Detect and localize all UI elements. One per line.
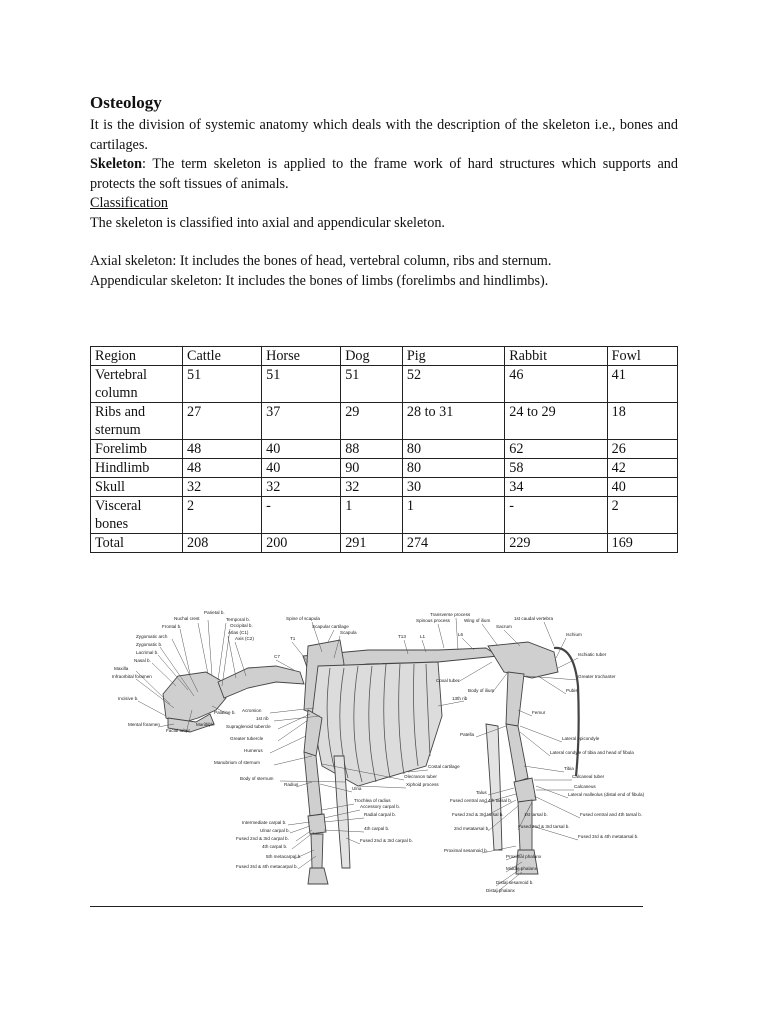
figure-label-frontal: Frontal b. — [162, 624, 182, 629]
table-header-cell: Fowl — [607, 347, 677, 366]
axial-text: Axial skeleton: It includes the bones of head, vertebral column, ribs and sternum. — [90, 253, 552, 269]
appendicular-text: Appendicular skeleton: It includes the bones of limbs (forelimbs and hindlimbs). — [90, 272, 549, 289]
label-leader-line — [544, 622, 554, 646]
value-cell: 34 — [505, 478, 607, 497]
figure-label-zygomatic-arch: Zygomatic arch — [136, 634, 168, 639]
value-cell: 27 — [183, 403, 262, 440]
figure-label-greater-tubercle: Greater tubercle — [230, 736, 264, 741]
figure-label-olecranon: Olecranon tuber — [404, 774, 437, 779]
skeleton-paragraph — [90, 155, 678, 194]
label-leader-line — [180, 629, 190, 674]
label-leader-line — [536, 786, 568, 798]
figure-label-fused-3-4-metatarsal: Fused 3rd & 4th metatarsal b. — [578, 834, 639, 839]
value-cell: 32 — [341, 478, 403, 497]
figure-label-spine-scapula: Spine of scapula — [286, 616, 320, 621]
figure-label-proximal-sesamoid: Proximal sesamoid b. — [444, 848, 488, 853]
label-leader-line — [520, 726, 562, 742]
figure-label-pubis: Pubis — [566, 688, 578, 693]
figure-label-greater-trochanter: Greater trochanter — [578, 674, 616, 679]
value-cell: 80 — [402, 459, 504, 478]
value-cell: 51 — [262, 366, 341, 403]
skull-shape — [163, 672, 226, 724]
figure-label-radial-carpal: Radial carpal b. — [364, 812, 396, 817]
value-cell: 30 — [402, 478, 504, 497]
value-cell: 32 — [183, 478, 262, 497]
figure-label-nasal: Nasal b. — [134, 658, 151, 663]
figure-label-t13: T13 — [398, 634, 406, 639]
label-leader-line — [292, 832, 314, 849]
value-cell: 169 — [607, 534, 677, 553]
classification-heading: Classification — [90, 195, 169, 211]
value-cell: - — [505, 497, 607, 534]
label-leader-line — [208, 620, 212, 676]
figure-label-lacrimal: Lacrimal b. — [136, 650, 159, 655]
figure-label-femur: Femur — [532, 710, 546, 715]
value-cell: 48 — [183, 440, 262, 459]
figure-label-occipital: Occipital b. — [230, 623, 253, 628]
page-title: Osteology — [90, 93, 162, 112]
figure-label-t1: T1 — [290, 636, 296, 641]
pelvis-shape — [488, 642, 558, 678]
figure-label-proximal-phalanx: Proximal phalanx — [506, 854, 542, 859]
table-row — [91, 478, 678, 497]
value-cell: 28 to 31 — [402, 403, 504, 440]
value-cell: 62 — [505, 440, 607, 459]
figure-label-first-caudal: 1st caudal vertebra — [514, 616, 554, 621]
region-cell: Total — [91, 534, 183, 553]
value-cell: 46 — [505, 366, 607, 403]
figure-label-ulna: Ulna — [352, 786, 362, 791]
figure-label-talus: Talus — [476, 790, 487, 795]
figure-label-incisive: Incisive b. — [118, 696, 139, 701]
figure-label-facial-tuber: Facial tuber — [166, 728, 191, 733]
label-leader-line — [292, 642, 308, 662]
table-header-cell: Dog — [341, 347, 403, 366]
classification-text: The skeleton is classified into axial and appendicular skeleton. — [90, 214, 445, 231]
value-cell: 90 — [341, 459, 403, 478]
figure-label-patella: Patella — [460, 732, 475, 737]
figure-label-lateral-malleolus: Lateral malleolus (distal end of fibula) — [568, 792, 645, 797]
figure-label-second-metatarsal: 2nd metatarsal b. — [454, 826, 490, 831]
value-cell: 24 to 29 — [505, 403, 607, 440]
cattle-skeleton-figure — [108, 606, 648, 906]
figure-label-sacrum: Sacrum — [496, 624, 512, 629]
figure-label-lateral-epicondyle: Lateral epicondyle — [562, 736, 600, 741]
figure-label-middle-phalanx: Middle phalanx — [506, 866, 537, 871]
figure-label-fifth-metacarpal: 5th metacarpal b. — [266, 854, 302, 859]
tail-shape — [554, 648, 579, 776]
label-leader-line — [198, 623, 208, 674]
cervical-vertebrae — [218, 666, 304, 698]
value-cell: 29 — [341, 403, 403, 440]
label-leader-line — [138, 701, 166, 716]
label-leader-line — [288, 822, 310, 825]
figure-label-fused-2-3-tarsal: Fused 2nd & 3rd tarsal b. — [452, 812, 504, 817]
figure-label-ulnar-carpal: Ulnar carpal b. — [260, 828, 290, 833]
label-leader-line — [462, 638, 474, 650]
figure-label-fused-central-4th-b: Fused central and 4th tarsal b. — [580, 812, 643, 817]
document-body — [90, 92, 678, 291]
value-cell: 274 — [402, 534, 504, 553]
label-leader-line — [278, 714, 310, 729]
figure-label-zygomatic: Zygomatic b. — [136, 642, 163, 647]
label-leader-line — [358, 786, 406, 788]
figure-label-tibia: Tibia — [564, 766, 574, 771]
label-leader-line — [235, 642, 246, 676]
figure-label-radius: Radius — [284, 782, 299, 787]
figure-label-l1: L1 — [420, 634, 426, 639]
region-cell: Visceral bones — [91, 497, 183, 534]
label-leader-line — [218, 623, 226, 680]
figure-label-mental: Mental foramen — [128, 722, 160, 727]
value-cell: 291 — [341, 534, 403, 553]
value-cell: 1 — [402, 497, 504, 534]
bottom-rule — [90, 906, 643, 907]
figure-label-first-tarsal: 1st tarsal b. — [524, 812, 548, 817]
value-cell: 37 — [262, 403, 341, 440]
figure-label-fourth-carpal: 4th carpal b. — [262, 844, 288, 849]
value-cell: 42 — [607, 459, 677, 478]
label-leader-line — [152, 663, 176, 686]
value-cell: 2 — [607, 497, 677, 534]
value-cell: 200 — [262, 534, 341, 553]
figure-label-parietal: Parietal b. — [204, 610, 225, 615]
region-cell: Hindlimb — [91, 459, 183, 478]
figure-label-fourth-carpal2: 4th carpal b. — [364, 826, 390, 831]
table-row — [91, 440, 678, 459]
figure-label-transverse-process: Transverse process — [430, 612, 471, 617]
figure-label-palatine: Palatine b. — [214, 710, 236, 715]
figure-label-mandible: Mandible — [196, 722, 215, 727]
value-cell: 32 — [262, 478, 341, 497]
figure-label-scapula: Scapula — [340, 630, 357, 635]
label-leader-line — [438, 624, 444, 648]
figure-label-rib13: 13th rib — [452, 696, 468, 701]
hindlimb-back — [486, 724, 502, 850]
figure-label-scapular-cartilage: Scapular cartilage — [312, 624, 349, 629]
figure-label-body-ilium: Body of ilium — [468, 688, 495, 693]
figure-label-xiphoid: Xiphoid process — [406, 782, 439, 787]
label-leader-line — [290, 826, 310, 833]
table-row — [91, 366, 678, 403]
figure-label-spinous-process: Spinous process — [416, 618, 450, 623]
value-cell: 40 — [262, 440, 341, 459]
figure-label-atlas: Atlas (C1) — [228, 630, 249, 635]
label-leader-line — [228, 636, 236, 678]
value-cell: 48 — [183, 459, 262, 478]
table-row — [91, 403, 678, 440]
bone-count-table — [90, 346, 678, 553]
figure-label-fused-2-3-tarsal-b: Fused 2nd & 3rd tarsal b. — [518, 824, 570, 829]
skeleton-definition: : The term skeleton is applied to the frame work of hard structures which supports and protects the soft tissues of animals. — [90, 156, 678, 192]
value-cell: 41 — [607, 366, 677, 403]
value-cell: 40 — [262, 459, 341, 478]
figure-label-distal-sesamoid: Distal sesamoid b. — [496, 880, 534, 885]
table-header-row — [91, 347, 678, 366]
figure-label-calcaneus: Calcaneus — [574, 784, 596, 789]
region-cell: Ribs and sternum — [91, 403, 183, 440]
table-header-cell: Pig — [402, 347, 504, 366]
forelimb-metacarpus — [311, 834, 323, 868]
figure-label-temporal: Temporal b. — [226, 617, 250, 622]
table-row — [91, 497, 678, 534]
label-leader-line — [438, 701, 464, 706]
value-cell: 40 — [607, 478, 677, 497]
figure-label-intermediate-carpal: Intermediate carpal b. — [242, 820, 287, 825]
label-leader-line — [518, 710, 532, 716]
figure-label-c7: C7 — [274, 654, 280, 659]
tarsus-shape — [514, 778, 536, 802]
figure-label-axis: Axis (C2) — [235, 636, 254, 641]
value-cell: - — [262, 497, 341, 534]
value-cell: 51 — [183, 366, 262, 403]
value-cell: 58 — [505, 459, 607, 478]
figure-label-fused-2-3-carpal2: Fused 2nd & 3rd carpal b. — [360, 838, 413, 843]
figure-label-acromion: Acromion — [242, 708, 262, 713]
figure-label-costal-cartilage: Costal cartilage — [428, 764, 460, 769]
table-row — [91, 459, 678, 478]
forelimb-digits — [308, 868, 328, 884]
label-leader-line — [458, 662, 492, 682]
value-cell: 18 — [607, 403, 677, 440]
label-leader-line — [278, 720, 308, 741]
figure-label-first-rib: 1st rib — [256, 716, 269, 721]
figure-label-fused-2-3-carpal: Fused 2nd & 3rd carpal b. — [236, 836, 289, 841]
femur-shape — [506, 672, 524, 726]
figure-label-fused-3-4-metacarpal: Fused 3rd & 4th metacarpal b. — [236, 864, 298, 869]
label-leader-line — [524, 766, 564, 772]
figure-label-fused-central-4th: Fused central and 4th tarsal b. — [450, 798, 513, 803]
table-header-cell: Horse — [262, 347, 341, 366]
radius-ulna-shape — [304, 752, 322, 816]
figure-label-distal-phalanx: Distal phalanx — [486, 888, 515, 893]
table-header-cell: Rabbit — [505, 347, 607, 366]
region-cell: Forelimb — [91, 440, 183, 459]
label-leader-line — [328, 630, 334, 642]
region-cell: Vertebral column — [91, 366, 183, 403]
value-cell: 52 — [402, 366, 504, 403]
value-cell: 26 — [607, 440, 677, 459]
label-leader-line — [270, 736, 306, 753]
value-cell: 51 — [341, 366, 403, 403]
table-header-cell: Cattle — [183, 347, 262, 366]
value-cell: 88 — [341, 440, 403, 459]
value-cell: 2 — [183, 497, 262, 534]
value-cell: 1 — [341, 497, 403, 534]
figure-label-manubrium: Manubrium of sternum — [214, 760, 260, 765]
figure-label-infraorbital: Infraorbital foramen — [112, 674, 152, 679]
figure-label-maxilla: Maxilla — [114, 666, 129, 671]
region-cell: Skull — [91, 478, 183, 497]
intro-paragraph: It is the division of systemic anatomy which deals with the description of the skeleton i.e., bones and cartilages. — [90, 117, 678, 153]
figure-label-ischiatic-tuber: Ischiatic tuber — [578, 652, 607, 657]
figure-label-wing-ilium: Wing of ilium — [464, 618, 491, 623]
figure-label-nuchal-crest: Nuchal crest — [174, 616, 200, 621]
rib-cage — [312, 662, 442, 786]
value-cell: 80 — [402, 440, 504, 459]
figure-label-calcaneal-tuber: Calcaneal tuber — [572, 774, 605, 779]
value-cell: 229 — [505, 534, 607, 553]
figure-label-supraglenoid: Supraglenoid tubercle — [226, 724, 271, 729]
skeleton-term: Skeleton — [90, 156, 143, 172]
table-row — [91, 534, 678, 553]
figure-label-l6: L6 — [458, 632, 464, 637]
figure-label-coxal-tuber: Coxal tuber — [436, 678, 460, 683]
tibia-shape — [506, 724, 528, 782]
figure-label-lateral-condyle: Lateral condyle of tibia and head of fibula — [550, 750, 634, 755]
label-leader-line — [492, 672, 508, 693]
value-cell: 208 — [183, 534, 262, 553]
table-header-cell: Region — [91, 347, 183, 366]
figure-label-body-sternum: Body of sternum — [240, 776, 274, 781]
figure-label-trochlea-radius: Trochlea of radius — [354, 798, 391, 803]
figure-label-ischium: Ischium — [566, 632, 582, 637]
figure-label-accessory-carpal: Accessory carpal b. — [360, 804, 401, 809]
figure-label-humerus: Humerus — [244, 748, 263, 753]
